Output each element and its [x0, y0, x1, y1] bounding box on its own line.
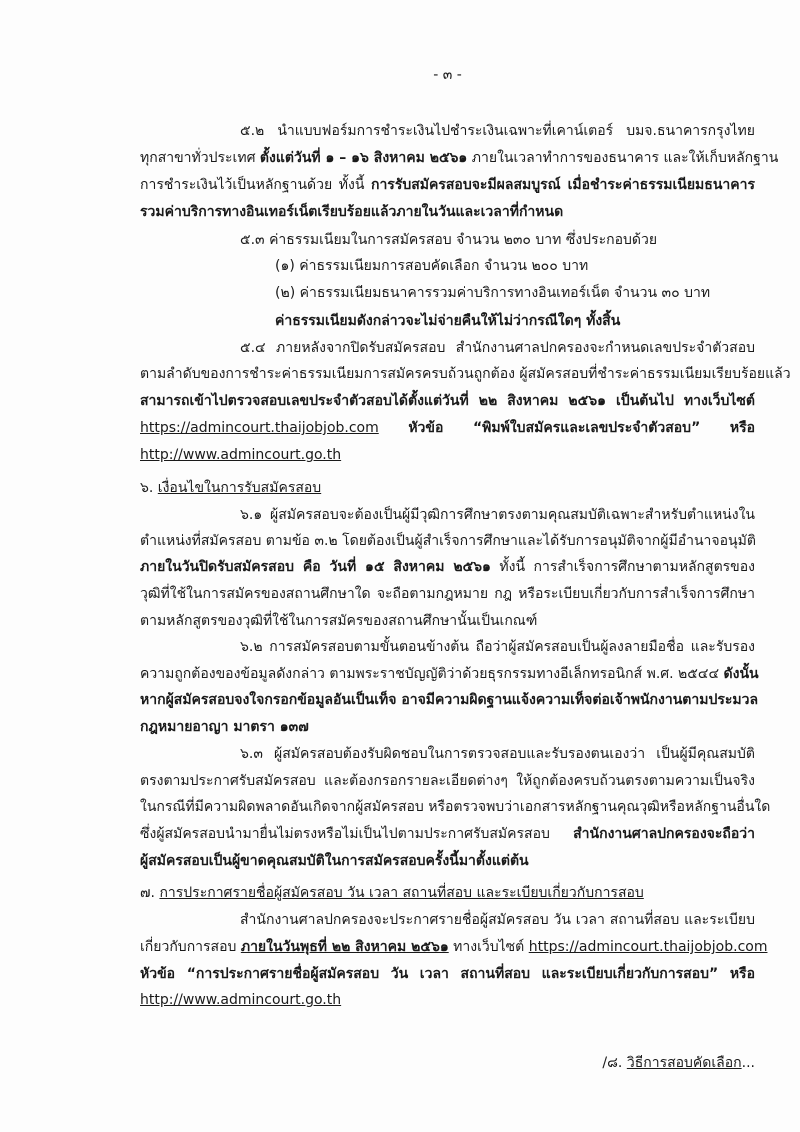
text-segment: ทั้งนี้ การสำเร็จการศึกษาตามหลักสูตรของ	[490, 559, 755, 575]
text-line	[275, 281, 755, 305]
text-line	[140, 555, 755, 579]
text-segment: ในกรณีที่มีความผิดพลาดอันเกิดจากผู้สมัครสอบ หรือตรวจพบว่าเอกสารหลักฐานคุณวุฒิหรือหลักฐานอื่นใด	[140, 799, 771, 815]
text-segment: ๕.๓ ค่าธรรมเนียมในการสมัครสอบ จำนวน ๒๓๐ บาท ซึ่งประกอบด้วย	[240, 232, 658, 248]
text-line	[240, 635, 755, 659]
text-segment: ตรงตามประกาศรับสมัครสอบ และต้องกรอกรายละเอียดต่างๆ ให้ถูกต้องครบถ้วนตรงตามความเป็นจริง	[140, 773, 755, 789]
bold-text: กฎหมายอาญา มาตรา ๑๓๗	[140, 719, 309, 735]
text-segment: ๖.๓ ผู้สมัครสอบต้องรับผิดชอบในการตรวจสอบและรับรองตนเองว่า เป็นผู้มีคุณสมบัติ	[240, 746, 755, 762]
text-line	[140, 443, 755, 467]
text-segment: (๒) ค่าธรรมเนียมธนาคารรวมค่าบริการทางอินเทอร์เน็ต จำนวน ๓๐ บาท	[275, 285, 711, 301]
bold-text: ตั้งแต่วันที่ ๑ – ๑๖ สิงหาคม ๒๕๖๑	[259, 150, 468, 166]
text-segment: วุฒิที่ใช้ในการสมัครของสถานศึกษาใด จะถือตามกฎหมาย กฎ หรือระเบียบเกี่ยวกับการสำเร็จการศึกษา	[140, 586, 755, 602]
bold-text: การรับสมัครสอบจะมีผลสมบูรณ์ เมื่อชำระค่าธรรมเนียมธนาคาร	[370, 177, 755, 193]
url-link[interactable]: http://www.admincourt.go.th	[140, 447, 342, 463]
underlined-text: ภายในวันพุธที่ ๒๒ สิงหาคม ๒๕๖๑	[240, 939, 449, 955]
text-segment: ๗.	[140, 885, 160, 901]
text-line	[240, 503, 755, 527]
text-line	[140, 362, 791, 386]
text-segment: ซึ่งผู้สมัครสอบนำมายื่นไม่ตรงหรือไม่เป็นไปตามประกาศรับสมัครสอบ	[140, 826, 574, 842]
text-segment: ๖.	[140, 480, 158, 496]
text-line	[140, 849, 755, 873]
page-number: - ๓ -	[433, 67, 462, 83]
bold-text: ผู้สมัครสอบเป็นผู้ขาดคุณสมบัติในการสมัครสอบครั้งนี้มาตั้งแต่ต้น	[140, 853, 529, 869]
text-line	[140, 662, 759, 686]
text-line	[240, 742, 755, 766]
text-segment: ๕.๔ ภายหลังจากปิดรับสมัครสอบ สำนักงานศาลปกครองจะกำหนดเลขประจำตัวสอบ	[240, 340, 755, 356]
text-line	[275, 309, 755, 333]
text-segment: ทุกสาขาทั่วประเทศ	[140, 150, 260, 166]
text-line	[140, 173, 755, 197]
text-segment: ภายในเวลาทำการของธนาคาร และให้เก็บหลักฐาน	[467, 150, 779, 166]
bold-text: รวมค่าบริการทางอินเทอร์เน็ตเรียบร้อยแล้วภายในวันและเวลาที่กำหนด	[140, 204, 564, 220]
text-line	[140, 881, 755, 905]
text-segment: ทางเว็บไซต์	[448, 939, 529, 955]
bold-text: ดังนั้น	[723, 666, 759, 682]
text-line	[140, 795, 771, 819]
text-segment: การชำระเงินไว้เป็นหลักฐานด้วย ทั้งนี้	[140, 177, 371, 193]
text-segment: ...	[741, 1055, 755, 1071]
text-segment: ๖.๑ ผู้สมัครสอบจะต้องเป็นผู้มีวุฒิการศึกษาตรงตามคุณสมบัติเฉพาะสำหรับตำแหน่งใน	[240, 507, 755, 523]
text-segment: ตำแหน่งที่สมัครสอบ ตามข้อ ๓.๒ โดยต้องเป็นผู้สำเร็จการศึกษาและได้รับการอนุมัติจากผู้มีอำนาจอนุมัติ	[140, 533, 756, 549]
url-link[interactable]: https://admincourt.thaijobjob.com	[140, 420, 379, 436]
text-segment: ๕.๒ นำแบบฟอร์มการชำระเงินไปชำระเงินเฉพาะที่เคาน์เตอร์ บมจ.ธนาคารกรุงไทย	[240, 123, 755, 139]
text-segment: สำนักงานศาลปกครองจะประกาศรายชื่อผู้สมัครสอบ วัน เวลา สถานที่สอบ และระเบียบ	[240, 912, 755, 928]
text-line	[140, 146, 779, 170]
bold-text: สำนักงานศาลปกครองจะถือว่า	[573, 826, 755, 842]
underlined-text: การประกาศรายชื่อผู้สมัครสอบ วัน เวลา สถานที่สอบ และระเบียบเกี่ยวกับการสอบ	[159, 885, 644, 901]
text-segment: /๘.	[602, 1055, 627, 1071]
text-line	[140, 822, 755, 846]
text-line	[140, 416, 755, 440]
text-line	[140, 988, 755, 1012]
text-line	[140, 200, 755, 224]
text-line	[140, 715, 755, 739]
bold-text: หากผู้สมัครสอบจงใจกรอกข้อมูลอันเป็นเท็จ อาจมีความผิดฐานแจ้งความเท็จต่อเจ้าพนักงานตามประมวล	[140, 692, 759, 708]
text-line	[240, 908, 755, 932]
text-segment: เกี่ยวกับการสอบ	[140, 939, 241, 955]
text-line	[140, 476, 755, 500]
bold-text: ภายในวันปิดรับสมัครสอบ คือ วันที่ ๑๕ สิงหาคม ๒๕๖๑	[140, 559, 491, 575]
text-line	[140, 609, 755, 633]
bold-text: หัวข้อ “การประกาศรายชื่อผู้สมัครสอบ วัน เวลา สถานที่สอบ และระเบียบเกี่ยวกับการสอบ” หรือ	[140, 966, 755, 982]
text-line	[140, 688, 759, 712]
text-line	[140, 582, 755, 606]
bold-text: หัวข้อ “พิมพ์ใบสมัครและเลขประจำตัวสอบ” หรือ	[378, 420, 755, 436]
text-line	[140, 389, 755, 413]
underlined-text: วิธีการสอบคัดเลือก	[626, 1055, 742, 1071]
text-segment: ตามลำดับของการชำระค่าธรรมเนียมการสมัครครบถ้วนถูกต้อง ผู้สมัครสอบที่ชำระค่าธรรมเนียมเรียบร้อยแล้ว	[140, 366, 791, 382]
text-line	[140, 769, 755, 793]
text-line	[140, 962, 755, 986]
text-segment: ความถูกต้องของข้อมูลดังกล่าว ตามพระราชบัญญัติว่าด้วยธุรกรรมทางอีเล็กทรอนิกส์ พ.ศ. ๒๕๔๔	[140, 666, 724, 682]
text-line	[140, 1051, 755, 1075]
text-segment: ๖.๒ การสมัครสอบตามขั้นตอนข้างต้น ถือว่าผู้สมัครสอบเป็นผู้ลงลายมือชื่อ และรับรอง	[240, 639, 755, 655]
text-line	[275, 254, 755, 278]
text-segment: (๑) ค่าธรรมเนียมการสอบคัดเลือก จำนวน ๒๐๐ บาท	[275, 258, 589, 274]
url-link[interactable]: http://www.admincourt.go.th	[140, 992, 342, 1008]
text-line	[240, 336, 755, 360]
bold-text: ค่าธรรมเนียมดังกล่าวจะไม่จ่ายคืนให้ไม่ว่ากรณีใดๆ ทั้งสิ้น	[275, 313, 621, 329]
text-line	[240, 119, 755, 143]
underlined-text: เงื่อนไขในการรับสมัครสอบ	[157, 480, 322, 496]
text-line	[140, 529, 755, 553]
text-line	[240, 228, 755, 252]
text-line	[140, 935, 768, 959]
text-segment: ตามหลักสูตรของวุฒิที่ใช้ในการสมัครของสถานศึกษานั้นเป็นเกณฑ์	[140, 613, 538, 629]
bold-text: สามารถเข้าไปตรวจสอบเลขประจำตัวสอบได้ตั้งแต่วันที่ ๒๒ สิงหาคม ๒๕๖๑ เป็นต้นไป ทางเว็บไซต์	[140, 393, 755, 409]
url-link[interactable]: https://admincourt.thaijobjob.com	[528, 939, 768, 955]
